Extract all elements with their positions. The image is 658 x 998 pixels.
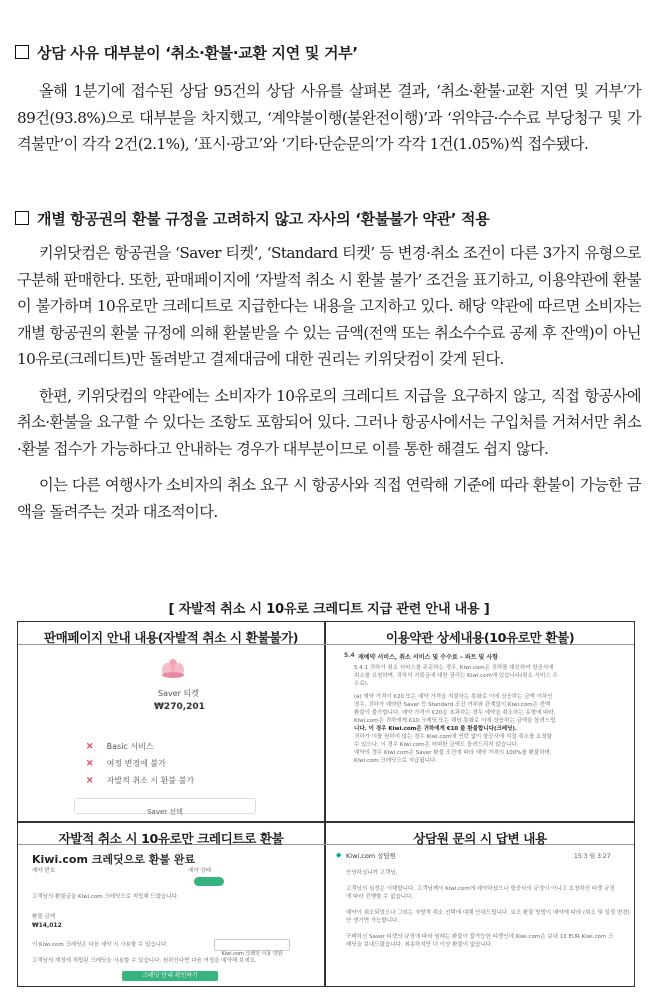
terms-line: 5.4.1 귀하가 취소 서비스를 주문하는 경우, Kiwi.com은 귀하를 대신하여 항공사에 <box>354 665 554 671</box>
panel-title: 자발적 취소 시 10유로만 크레디트로 환불 <box>58 831 284 846</box>
panel-title: 판매페이지 안내 내용(자발적 취소 시 환불불가) <box>43 630 299 645</box>
paragraph: 한편, 키위닷컴의 약관에는 소비자가 10유로의 크레디트 지급을 요구하지 않고, 직접 항공사에 취소·환불을 요구할 수 있다는 조항도 포함되어 있다. 그러나 항공사에서는 구입처를 거쳐서만 취소·환불 접수가 가능하다고 안내하는 경우가 대부분이므로 이를 통한 해결도 쉽지 않다. <box>17 386 641 458</box>
feature-list <box>86 734 195 786</box>
credit-refund-panel <box>18 823 324 986</box>
amount-label: 환불 금액 <box>32 914 56 920</box>
terms-line-highlight: 니다. 이 경우 Kiwi.com은 귀하에게 €10 를 환불합니다(크레딧). <box>354 726 518 732</box>
terms-line: 수료). <box>354 681 369 687</box>
refund-heading: Kiwi.com 크레딧으로 환불 완료 <box>32 853 196 866</box>
section-heading: 상담 사유 대부분이 ‘취소·환불·교환 지연 및 거부’ <box>15 42 358 63</box>
booking-status-label: 예약 상태 <box>188 868 212 874</box>
booking-number-label: 예약 번호 <box>32 868 56 874</box>
sales-page-panel <box>18 622 324 821</box>
terms-line: 취소를 요청하며, 귀하의 지불금에 대한 권리는 Kiwi.com에 있습니다(취소 서비스 수 <box>354 673 558 679</box>
message-time: 15:3 월 3:27 <box>574 853 611 860</box>
reply-line: 에 따라 진행할 수 없습니다. <box>346 894 414 900</box>
section-heading: 개별 항공권의 환불 규정을 고려하지 않고 자사의 ‘환불불가 약관’ 적용 <box>15 208 489 229</box>
kiwi-logo-icon: ◆ <box>336 851 342 859</box>
paragraph: 키위닷컴은 항공권을 ‘Saver 티켓’, ‘Standard 티켓’ 등 변경·취소 조건이 다른 3가지 유형으로 구분해 판매한다. 또한, 판매페이지에 ‘자발적 취소 시 환불 불가’ 조건을 표기하고, 이용약관에 환불이 불가하며 10유로만 크레디트로 지급한다는 내용을 고지하고 있다. 해당 약관에 따르면 소비자는 개별 항공권의 환불 규정에 의해 환불받을 수 있는 금액(전액 또는 취소수수료 공제 후 잔액)이 아닌 10유로(크레디트)만 돌려받고 결제대금에 대한 권리는 키위닷컴이 갖게 된다. <box>17 244 641 368</box>
credit-footnote: 이 Kiwi.com 크레딧은 다음 예약 시 사용할 수 있습니다. <box>32 942 169 948</box>
button-label: Saver 선택 <box>147 808 183 816</box>
terms-line: Kiwi.com은 귀하에게 €10 크레딧 또는 해당 통화로 이에 상응하는 금액을 돌려드립 <box>354 718 556 724</box>
terms-line: 경우, 귀하가 예약한 Saver 등 Standard 조건 여부와 관계없이 Kiwi.com은 전액 <box>354 702 551 708</box>
section-body <box>17 78 641 158</box>
credit-terms-button[interactable]: Kiwi.com 크레딧 이용 약관 <box>214 939 290 951</box>
consult-reply-panel <box>326 823 634 986</box>
reply-line: 안 생기면 가능합니다. <box>346 918 400 924</box>
ticket-price: ₩270,201 <box>154 702 205 712</box>
x-mark-icon: ✕ <box>86 776 94 786</box>
reply-line: 구매하신 Saver 티켓의 규정에 따라 원래는 환불이 불가능한 티켓인데 Kiwi.com은 보내 10 EUR Kiwi.com 크 <box>346 934 614 940</box>
terms-line: Kiwi.com 크레딧으로 지급됩니다. <box>354 758 438 764</box>
panel-title: 상담원 문의 시 답변 내용 <box>413 831 547 846</box>
section-body <box>17 240 641 525</box>
figure-caption: [ 자발적 취소 시 10유로 크레디트 지급 관련 안내 내용 ] <box>168 602 490 617</box>
refund-amount: ₩14,012 <box>32 922 62 929</box>
terms-panel <box>326 622 634 821</box>
feature-item: Basic 서비스 <box>106 742 154 751</box>
checkbox-square-icon <box>15 211 29 225</box>
credit-confirm-button[interactable]: 크레딧 안내 확인하기 <box>122 971 218 981</box>
sender-name: Kiwi.com 상담원 <box>346 852 397 860</box>
refund-notice: 고객님의 환불금을 Kiwi.com 크레딧으로 적립해 드렸습니다. <box>32 894 179 900</box>
saver-select-button[interactable] <box>74 798 256 814</box>
terms-line: 환불이 불가합니다. 예약 가격이 €20을 초과하는 경우 예약을 취소하는 유형에 따라, <box>354 710 556 716</box>
terms-section-number: 5.4 <box>344 652 355 659</box>
paragraph: 올해 1분기에 접수된 상담 95건의 상담 사유를 살펴본 결과, ‘취소·환불·교환 지연 및 거부’가 89건(93.8%)으로 대부분을 차지했고, ‘계약불이행(불완전이행)’과 ‘위약금·수수료 부당청구 및 가격불만’이 각각 2건(2.1%), ‘표시·광고’와 ‘기타·단순문의’가 각각 1건(1.05%)씩 접수됐다. <box>17 82 641 153</box>
reply-line: 레딧을 보내드렸습니다. 죄송하지만 더 이상 환불이 없습니다. <box>346 942 493 948</box>
terms-section-title: 재예약 서비스, 취소 서비스 및 수수료 – 파트 및 사항 <box>358 654 498 661</box>
terms-line: 예약의 경우 Kiwi.com은 Saver 환불 조건에 따라 예약 가격의 100%를 환불하며, <box>354 750 552 756</box>
reply-body <box>346 885 628 949</box>
credit-bottom-text: 고객님의 계정에 적립된 크레딧을 사용할 수 있습니다. 원하신다면 다음 여정을 예약해 보세요. <box>32 958 257 964</box>
ticket-name: Saver 티켓 <box>158 689 199 698</box>
figure-panel-grid <box>17 621 635 987</box>
reply-greeting: 안녕하십니까 고객님, <box>346 870 398 876</box>
feature-item: 여정 변경에 불가 <box>106 759 166 768</box>
terms-line: 귀하가 이를 원하지 않는 경우 Kiwi.com에 연락 없이 항공사에 직접 취소를 요청할 <box>354 734 552 740</box>
x-mark-icon: ✕ <box>86 742 94 752</box>
terms-line: (a) 예약 가격이 €20 또는 예약 가격을 지불하는 통화로 이에 상응하는 금액 이하인 <box>354 694 553 700</box>
reply-line: 예약이 취소되었으나 그외는 자발적 취소 선택에 대해 안내드립니다. 보조 환불 방법이 예약에 따라 (취소 및 일정 변경) <box>346 910 630 916</box>
paragraph: 이는 다른 여행사가 소비자의 취소 요구 시 항공사와 직접 연락해 기준에 따라 환불이 가능한 금액을 돌려주는 것과 대조적이다. <box>17 476 641 521</box>
x-mark-icon: ✕ <box>86 759 94 769</box>
feature-item: 자발적 취소 시 환불 불가 <box>106 776 195 785</box>
reply-line: 고객님의 심정은 이해합니다. 고객님께서 Kiwi.com에 예약하셨으나 항공사의 규정이 아니고 요청하신 티켓 규정 <box>346 886 615 892</box>
panel-title: 이용약관 상세내용(10유로만 환불) <box>385 630 575 645</box>
checkbox-square-icon <box>15 45 29 59</box>
lotus-icon <box>160 656 186 678</box>
status-badge: 환불 완료 <box>194 877 224 886</box>
terms-text <box>354 664 626 765</box>
terms-line: 수 있으나, 이 경우 Kiwi.com은 어떠한 금액도 돌려드리지 않습니다. <box>354 742 519 748</box>
